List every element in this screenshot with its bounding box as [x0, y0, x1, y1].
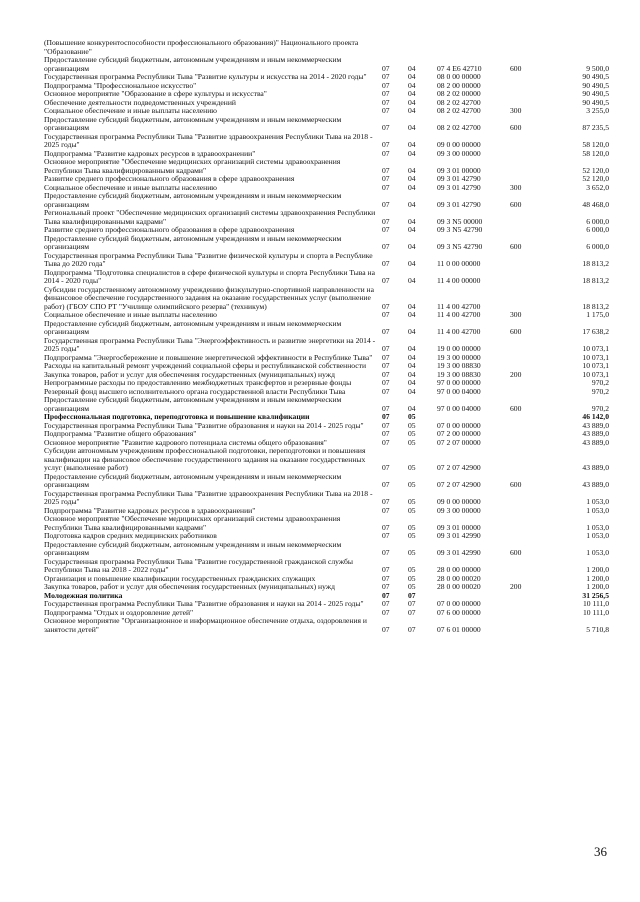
- row-amount: 90 490,5: [582, 89, 609, 98]
- row-razdel: 07: [382, 259, 390, 268]
- row-name: Государственная программа Республики Тыва "Развитие государственной гражданской службы Республики Тыва на 2018 - 2022 годы": [44, 556, 353, 574]
- row-razdel: 07: [382, 420, 390, 430]
- row-razdel: 07: [382, 361, 390, 370]
- row-amount: 10 111,0: [582, 607, 609, 617]
- row-amount: 970,2: [591, 378, 609, 387]
- row-target-article: 07 2 07 42900: [437, 480, 481, 489]
- row-target-article: 19 3 00 08830: [437, 369, 481, 379]
- row-amount: 58 120,0: [582, 140, 609, 149]
- row-podrazdel: 05: [408, 565, 416, 574]
- row-razdel: 07: [382, 182, 390, 192]
- row-amount: 90 490,5: [582, 97, 609, 107]
- row-amount: 1 200,0: [586, 565, 609, 574]
- row-expense-type: 600: [510, 327, 522, 336]
- row-podrazdel: 04: [408, 242, 416, 251]
- row-podrazdel: 05: [408, 497, 416, 506]
- row-name: Профессиональная подготовка, переподготовка и повышение квалификации: [44, 412, 310, 421]
- row-podrazdel: 04: [408, 301, 416, 311]
- row-target-article: 19 3 00 08830: [437, 361, 481, 370]
- row-target-article: 08 2 02 42700: [437, 97, 481, 107]
- row-amount: 17 638,2: [582, 327, 609, 336]
- row-name: Предоставление субсидий бюджетным, автономным учреждениям и иным некоммерческим организациям: [44, 539, 342, 557]
- row-amount: 3 652,0: [586, 182, 609, 192]
- row-razdel: 07: [382, 148, 390, 158]
- row-amount: 1 053,0: [586, 505, 609, 515]
- row-podrazdel: 05: [408, 505, 416, 515]
- row-target-article: 97 0 00 04000: [437, 403, 481, 413]
- row-name: (Повышение конкурентоспособности профессионального образования)" Национального проекта "Образование": [44, 38, 359, 56]
- row-amount: 970,2: [591, 386, 609, 396]
- row-podrazdel: 05: [408, 412, 416, 421]
- row-amount: 43 889,0: [582, 429, 609, 438]
- row-razdel: 07: [382, 352, 390, 362]
- row-podrazdel: 04: [408, 106, 416, 115]
- row-name: Основное мероприятие "Развитие кадрового потенциала системы общего образования": [44, 437, 327, 447]
- row-target-article: 97 0 00 00000: [437, 378, 481, 387]
- row-name: Основное мероприятие "Обеспечение медицинских организаций системы здравоохранения Республики Тыва квалифицированными кадрами": [44, 157, 341, 175]
- budget-rows: [44, 39, 609, 634]
- row-name: Резервный фонд высшего исполнительного органа государственной власти Республики Тыва: [44, 386, 346, 396]
- row-podrazdel: 07: [408, 607, 416, 617]
- row-razdel: 07: [382, 327, 390, 336]
- row-podrazdel: 05: [408, 582, 416, 591]
- row-target-article: 09 3 01 42790: [437, 174, 481, 183]
- row-name: Организация и повышение квалификации государственных гражданских служащих: [44, 573, 316, 583]
- row-amount: 31 256,5: [582, 590, 609, 600]
- row-name: Основное мероприятие "Организационное и информационное обеспечение отдыха, оздоровления и занятости детей": [44, 616, 367, 634]
- row-razdel: 07: [382, 522, 390, 532]
- table-row: [44, 56, 609, 73]
- row-amount: 52 120,0: [582, 174, 609, 183]
- row-podrazdel: 04: [408, 403, 416, 413]
- row-name: Подпрограмма "Развитие кадровых ресурсов в здравоохранении": [44, 505, 256, 515]
- row-amount: 18 813,2: [582, 301, 609, 311]
- row-name: Предоставление субсидий бюджетным, автономным учреждениям и иным некоммерческим организациям: [44, 55, 342, 73]
- row-amount: 1 175,0: [586, 310, 609, 319]
- row-expense-type: 200: [510, 582, 522, 591]
- row-amount: 6 000,0: [586, 242, 609, 251]
- row-razdel: 07: [382, 565, 390, 574]
- row-name: Субсидии государственному автономному учреждению физкультурно-спортивной направленности на финансовое обеспечение государственного задания на оказание государственных услуг (выполнение работ) (ГБОУ СПО РТ "Училище олимпийского резерва" (техникум): [44, 284, 374, 311]
- row-amount: 43 889,0: [582, 463, 609, 472]
- row-razdel: 07: [382, 548, 390, 557]
- row-razdel: 07: [382, 505, 390, 515]
- table-row: [44, 337, 609, 354]
- table-row: [44, 396, 609, 413]
- row-razdel: 07: [382, 344, 390, 353]
- row-amount: 18 813,2: [582, 276, 609, 285]
- row-razdel: 07: [382, 429, 390, 438]
- row-razdel: 07: [382, 89, 390, 98]
- row-amount: 9 500,0: [586, 63, 609, 73]
- table-row: [44, 617, 609, 634]
- table-row: [44, 133, 609, 150]
- table-row: [44, 235, 609, 252]
- row-razdel: 07: [382, 63, 390, 73]
- row-razdel: 07: [382, 106, 390, 115]
- row-podrazdel: 04: [408, 89, 416, 98]
- row-amount: 1 053,0: [586, 522, 609, 532]
- row-expense-type: 300: [510, 106, 522, 115]
- row-podrazdel: 05: [408, 531, 416, 540]
- row-razdel: 07: [382, 225, 390, 234]
- row-name: Государственная программа Республики Тыва "Развитие физической культуры и спорта в Республике Тыва до 2020 года": [44, 250, 373, 268]
- row-name: Подпрограмма "Энергосбережение и повышение энергетической эффективности в Республике Тыва": [44, 352, 373, 362]
- row-target-article: 08 2 02 00000: [437, 89, 481, 98]
- row-target-article: 09 3 00 00000: [437, 505, 481, 515]
- row-name: Социальное обеспечение и иные выплаты населению: [44, 106, 217, 115]
- row-target-article: 08 0 00 00000: [437, 72, 481, 81]
- row-name: Расходы на капитальный ремонт учреждений социальной сферы и республиканской собственности: [44, 361, 367, 370]
- row-podrazdel: 04: [408, 327, 416, 336]
- row-name: Подпрограмма "Развитие кадровых ресурсов в здравоохранении": [44, 148, 256, 158]
- row-podrazdel: 04: [408, 378, 416, 387]
- row-amount: 1 053,0: [586, 497, 609, 506]
- table-row: [44, 192, 609, 209]
- row-name: Закупка товаров, работ и услуг для обеспечения государственных (муниципальных) нужд: [44, 369, 335, 379]
- row-target-article: 09 3 01 42790: [437, 199, 481, 209]
- table-row: [44, 515, 609, 532]
- row-podrazdel: 05: [408, 522, 416, 532]
- row-podrazdel: 05: [408, 480, 416, 489]
- row-podrazdel: 04: [408, 80, 416, 90]
- row-amount: 52 120,0: [582, 165, 609, 175]
- row-name: Государственная программа Республики Тыва "Развитие образования и науки на 2014 - 2025 годы": [44, 599, 364, 608]
- row-target-article: 11 4 00 42700: [437, 310, 481, 319]
- row-razdel: 07: [382, 573, 390, 583]
- row-podrazdel: 04: [408, 369, 416, 379]
- row-expense-type: 600: [510, 548, 522, 557]
- row-name: Государственная программа Республики Тыва "Развитие здравоохранения Республики Тыва на 2018 - 2025 годы": [44, 488, 373, 506]
- table-row: [44, 158, 609, 175]
- row-amount: 10 073,1: [582, 361, 609, 370]
- row-razdel: 07: [382, 624, 390, 634]
- row-podrazdel: 04: [408, 361, 416, 370]
- row-target-article: 09 3 01 42990: [437, 548, 481, 557]
- row-amount: 43 889,0: [582, 480, 609, 489]
- row-podrazdel: 04: [408, 123, 416, 132]
- row-target-article: 09 3 N5 42790: [437, 242, 483, 251]
- row-expense-type: 600: [510, 199, 522, 209]
- row-target-article: 11 4 00 42700: [437, 301, 481, 311]
- row-amount: 6 000,0: [586, 225, 609, 234]
- row-razdel: 07: [382, 531, 390, 540]
- row-razdel: 07: [382, 199, 390, 209]
- row-amount: 10 073,1: [582, 344, 609, 353]
- row-expense-type: 600: [510, 63, 522, 73]
- row-target-article: 97 0 00 04000: [437, 386, 481, 396]
- row-target-article: 09 0 00 00000: [437, 140, 481, 149]
- row-podrazdel: 04: [408, 352, 416, 362]
- row-target-article: 07 2 07 00000: [437, 437, 481, 447]
- row-amount: 43 889,0: [582, 437, 609, 447]
- row-name: Социальное обеспечение и иные выплаты населению: [44, 182, 217, 192]
- row-expense-type: 600: [510, 403, 522, 413]
- row-target-article: 09 3 N5 42790: [437, 225, 483, 234]
- row-name: Государственная программа Республики Тыва "Развитие образования и науки на 2014 - 2025 годы": [44, 420, 364, 430]
- table-row: [44, 473, 609, 490]
- row-amount: 43 889,0: [582, 420, 609, 430]
- row-podrazdel: 04: [408, 344, 416, 353]
- row-name: Государственная программа Республики Тыва "Энергоэффективность и развитие энергетики на 2014 - 2025 годы": [44, 335, 376, 353]
- row-podrazdel: 04: [408, 165, 416, 175]
- row-name: Непрограммные расходы по предоставлению межбюджетных трансфертов и резервные фонды: [44, 378, 352, 387]
- row-target-article: 07 6 01 00000: [437, 624, 481, 634]
- row-name: Молодежная политика: [44, 590, 123, 600]
- row-target-article: 09 3 01 00000: [437, 522, 481, 532]
- row-razdel: 07: [382, 72, 390, 81]
- row-name: Субсидии автономным учреждениям профессиональной подготовки, переподготовки и повышения квалификации на финансовое обеспечение государственного задания на оказание государственных услуг (выполнение работ): [44, 446, 366, 472]
- row-razdel: 07: [382, 599, 390, 608]
- row-name: Подпрограмма "Развитие общего образования": [44, 429, 197, 438]
- row-name: Предоставление субсидий бюджетным, автономным учреждениям и иным некоммерческим организациям: [44, 318, 342, 336]
- row-podrazdel: 05: [408, 463, 416, 472]
- row-target-article: 28 0 00 00000: [437, 565, 481, 574]
- row-name: Закупка товаров, работ и услуг для обеспечения государственных (муниципальных) нужд: [44, 582, 335, 591]
- row-target-article: 09 3 N5 00000: [437, 216, 483, 226]
- row-target-article: 08 2 02 42700: [437, 123, 481, 132]
- row-target-article: 19 0 00 00000: [437, 344, 481, 353]
- table-row: [44, 252, 609, 269]
- row-podrazdel: 04: [408, 140, 416, 149]
- row-podrazdel: 05: [408, 429, 416, 438]
- row-target-article: 11 4 00 42700: [437, 327, 481, 336]
- row-podrazdel: 04: [408, 63, 416, 73]
- row-razdel: 07: [382, 607, 390, 617]
- row-amount: 90 490,5: [582, 80, 609, 90]
- row-target-article: 07 4 E6 42710: [437, 63, 482, 73]
- row-razdel: 07: [382, 216, 390, 226]
- row-razdel: 07: [382, 378, 390, 387]
- row-podrazdel: 07: [408, 624, 416, 634]
- row-amount: 48 468,0: [582, 199, 609, 209]
- row-razdel: 07: [382, 174, 390, 183]
- row-target-article: 19 3 00 00000: [437, 352, 481, 362]
- row-podrazdel: 04: [408, 216, 416, 226]
- table-row: [44, 116, 609, 133]
- row-razdel: 07: [382, 97, 390, 107]
- row-podrazdel: 04: [408, 276, 416, 285]
- row-target-article: 07 2 00 00000: [437, 429, 481, 438]
- row-razdel: 07: [382, 140, 390, 149]
- budget-table: [44, 39, 609, 634]
- row-amount: 1 200,0: [586, 573, 609, 583]
- row-amount: 10 111,0: [582, 599, 609, 608]
- row-target-article: 09 3 00 00000: [437, 148, 481, 158]
- table-row: [44, 490, 609, 507]
- row-target-article: 08 2 00 00000: [437, 80, 481, 90]
- row-amount: 58 120,0: [582, 148, 609, 158]
- row-razdel: 07: [382, 301, 390, 311]
- row-razdel: 07: [382, 242, 390, 251]
- row-podrazdel: 04: [408, 225, 416, 234]
- row-target-article: 07 0 00 00000: [437, 420, 481, 430]
- row-expense-type: 300: [510, 310, 522, 319]
- row-razdel: 07: [382, 463, 390, 472]
- row-amount: 5 710,8: [586, 624, 609, 634]
- row-amount: 87 235,5: [582, 123, 609, 132]
- row-amount: 10 073,1: [582, 369, 609, 379]
- row-target-article: 07 6 00 00000: [437, 607, 481, 617]
- row-target-article: 09 3 01 42790: [437, 182, 481, 192]
- row-name: Предоставление субсидий бюджетным, автономным учреждениям и иным некоммерческим организациям: [44, 471, 342, 489]
- row-target-article: 08 2 02 42700: [437, 106, 481, 115]
- row-razdel: 07: [382, 412, 390, 421]
- row-razdel: 07: [382, 386, 390, 396]
- row-name: Государственная программа Республики Тыва "Развитие культуры и искусства на 2014 - 2020 годы": [44, 72, 367, 81]
- row-podrazdel: 04: [408, 148, 416, 158]
- table-row: [44, 39, 609, 56]
- row-amount: 970,2: [591, 403, 609, 413]
- row-razdel: 07: [382, 590, 390, 600]
- row-amount: 3 255,0: [586, 106, 609, 115]
- row-razdel: 07: [382, 310, 390, 319]
- row-name: Основное мероприятие "Образование в сфере культуры и искусства": [44, 89, 267, 98]
- row-razdel: 07: [382, 165, 390, 175]
- row-target-article: 07 0 00 00000: [437, 599, 481, 608]
- row-name: Государственная программа Республики Тыва "Развитие здравоохранения Республики Тыва на 2018 - 2025 годы": [44, 131, 373, 149]
- row-target-article: 28 0 00 00020: [437, 582, 481, 591]
- table-row: [44, 286, 609, 312]
- row-name: Предоставление субсидий бюджетным, автономным учреждениям и иным некоммерческим организациям: [44, 114, 342, 132]
- row-expense-type: 600: [510, 242, 522, 251]
- row-razdel: 07: [382, 497, 390, 506]
- row-razdel: 07: [382, 437, 390, 447]
- row-amount: 1 053,0: [586, 531, 609, 540]
- row-amount: 90 490,5: [582, 72, 609, 81]
- row-amount: 18 813,2: [582, 259, 609, 268]
- row-expense-type: 300: [510, 182, 522, 192]
- row-podrazdel: 05: [408, 420, 416, 430]
- row-expense-type: 600: [510, 480, 522, 489]
- row-amount: 10 073,1: [582, 352, 609, 362]
- row-name: Подпрограмма "Отдых и оздоровление детей": [44, 607, 194, 617]
- row-name: Основное мероприятие "Обеспечение медицинских организаций системы здравоохранения Республики Тыва квалифицированными кадрами": [44, 514, 341, 532]
- row-target-article: 11 4 00 00000: [437, 276, 481, 285]
- row-podrazdel: 07: [408, 590, 416, 600]
- row-target-article: 28 0 00 00020: [437, 573, 481, 583]
- row-name: Предоставление субсидий бюджетным, автономным учреждениям и иным некоммерческим организациям: [44, 233, 342, 251]
- table-row: [44, 447, 609, 473]
- row-name: Предоставление субсидий бюджетным, автономным учреждениям и иным некоммерческим организациям: [44, 395, 342, 413]
- row-razdel: 07: [382, 403, 390, 413]
- row-name: Развитие среднего профессионального образования в сфере здравоохранения: [44, 225, 295, 234]
- row-razdel: 07: [382, 80, 390, 90]
- row-podrazdel: 04: [408, 174, 416, 183]
- row-podrazdel: 04: [408, 386, 416, 396]
- row-podrazdel: 04: [408, 199, 416, 209]
- row-expense-type: 600: [510, 123, 522, 132]
- table-row: [44, 541, 609, 558]
- row-podrazdel: 05: [408, 573, 416, 583]
- row-podrazdel: 05: [408, 437, 416, 447]
- row-amount: 6 000,0: [586, 216, 609, 226]
- row-target-article: 11 0 00 00000: [437, 259, 481, 268]
- row-podrazdel: 04: [408, 182, 416, 192]
- row-podrazdel: 04: [408, 259, 416, 268]
- row-razdel: 07: [382, 369, 390, 379]
- row-expense-type: 200: [510, 369, 522, 379]
- row-razdel: 07: [382, 480, 390, 489]
- table-row: [44, 558, 609, 575]
- row-amount: 46 142,0: [582, 412, 609, 421]
- table-row: [44, 320, 609, 337]
- row-target-article: 09 3 01 42990: [437, 531, 481, 540]
- table-row: [44, 209, 609, 226]
- row-podrazdel: 04: [408, 72, 416, 81]
- page-number: 36: [594, 844, 607, 859]
- row-razdel: 07: [382, 276, 390, 285]
- row-podrazdel: 04: [408, 97, 416, 107]
- row-podrazdel: 05: [408, 548, 416, 557]
- row-target-article: 09 3 01 00000: [437, 165, 481, 175]
- row-target-article: 07 2 07 42900: [437, 463, 481, 472]
- row-razdel: 07: [382, 123, 390, 132]
- row-name: Предоставление субсидий бюджетным, автономным учреждениям и иным некоммерческим организациям: [44, 191, 342, 209]
- row-target-article: 09 0 00 00000: [437, 497, 481, 506]
- row-podrazdel: 07: [408, 599, 416, 608]
- row-name: Подпрограмма "Подготовка специалистов в сфере физической культуры и спорта Республики Тыва на 2014 - 2020 годы": [44, 267, 375, 285]
- row-name: Региональный проект "Обеспечение медицинских организаций системы здравоохранения Республики Тыва квалифицированными кадрами": [44, 208, 376, 226]
- row-name: Подпрограмма "Профессиональное искусство": [44, 80, 197, 90]
- row-amount: 1 053,0: [586, 548, 609, 557]
- table-row: [44, 269, 609, 286]
- row-amount: 1 200,0: [586, 582, 609, 591]
- row-name: Социальное обеспечение и иные выплаты населению: [44, 310, 217, 319]
- table-row: [44, 583, 609, 592]
- row-podrazdel: 04: [408, 310, 416, 319]
- row-name: Подготовка кадров средних медицинских работников: [44, 531, 217, 540]
- row-name: Развитие среднего профессионального образования в сфере здравоохранения: [44, 174, 295, 183]
- row-razdel: 07: [382, 582, 390, 591]
- row-name: Обеспечение деятельности подведомственных учреждений: [44, 97, 236, 107]
